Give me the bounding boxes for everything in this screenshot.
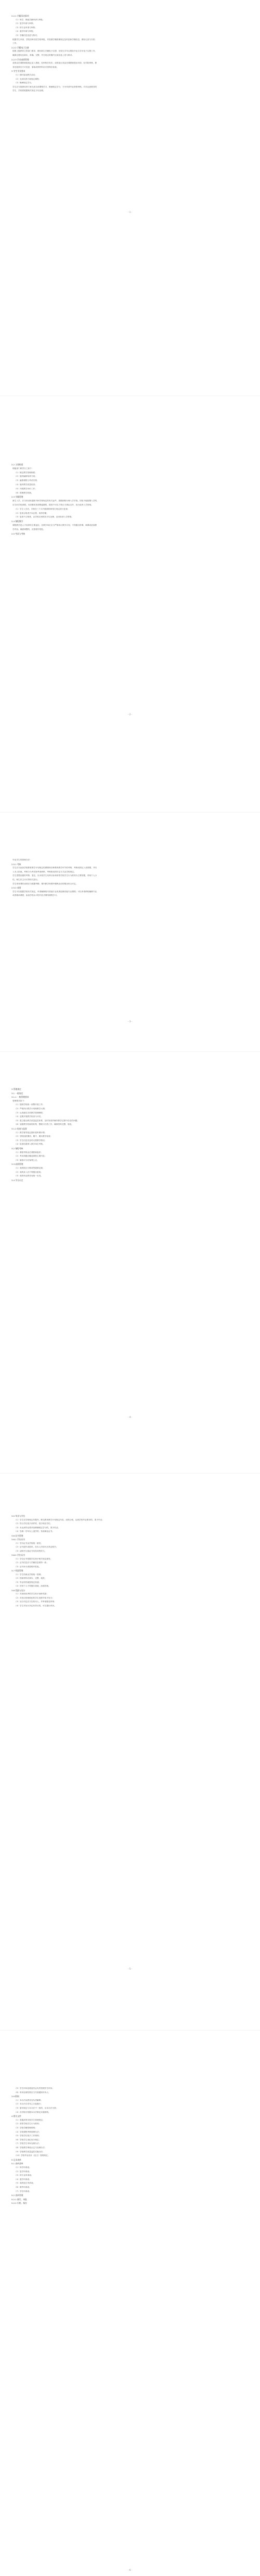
- text-line: （2）成绩录入后不得擅自更改；: [15, 1171, 43, 1173]
- section-heading: 2.2.3 学业成绩管理: [11, 58, 29, 61]
- text-line: （2）本办法自发布之日起施行；: [15, 2103, 43, 2105]
- text-line: 成绩由任课教师按规定录入系统，经审核后发布；成绩更正须由任课教师提出申请，经学院审核、教: [12, 62, 97, 65]
- text-line: （4）组织教学质量检查；: [15, 484, 37, 486]
- text-line: （3）转专业申请与审核；: [15, 26, 37, 29]
- section-heading: 3.9 附则: [11, 2095, 19, 2098]
- section-heading: 5 记录表单: [11, 2158, 21, 2161]
- text-line: （3）转专业申请表；: [15, 2174, 33, 2177]
- text-line: （3）毕业时档案按规定转递；: [15, 1581, 41, 1583]
- section-heading: 5.2 表单管理: [11, 2194, 23, 2197]
- section-heading: 3.1.2 检查与监督: [11, 1127, 27, 1130]
- text-line: （2）证书信息应与学籍信息保持一致；: [15, 1562, 49, 1564]
- text-line: 按照上级教育主管部门要求，做好新生学籍电子注册、在校生学年注册及毕业生学历电子注册工作，: [12, 50, 97, 53]
- text-line: （2）组织编制培养方案；: [15, 475, 37, 478]
- text-line: （4）检查结果纳入教学单位考核。: [15, 1143, 45, 1146]
- text-line: （3）原有规定与本办法不一致的，以本办法为准；: [15, 2107, 58, 2109]
- text-line: （1）对表现优秀的学生给予表彰奖励；: [15, 1593, 49, 1595]
- text-line: 确保注册信息真实、准确、完整，并在规定时限内完成信息上报与核对。: [12, 54, 74, 56]
- text-line: 学生体育课的成绩应当根据考勤、课内教学和课外锻炼活动的情况综合评定。: [12, 882, 78, 885]
- text-line: （2）复学申请与审核；: [15, 22, 35, 25]
- section-heading: 2.5 考试与考核: [11, 532, 25, 535]
- section-heading: 3.3 成绩管理: [11, 1163, 23, 1166]
- text-line: （1）学生入学后，学校在三个月内按照国家招生规定进行复查；: [15, 507, 70, 510]
- text-line: 应当向学校请假。未请假或者请假逾期的，除因不可抗力等正当事由以外，视为放弃入学资格。: [12, 504, 93, 506]
- text-line: （3）学校学籍管理细则；: [15, 2127, 37, 2129]
- text-line: （2）复学申请表；: [15, 2170, 31, 2173]
- page-number: - 1 -: [128, 211, 132, 213]
- text-line: 学生应当参加学校教育教学计划规定的课程和各种教育教学环节的考核，考核成绩记入成绩册，并归: [12, 867, 97, 869]
- text-line: 工作。: [12, 42, 19, 45]
- page-number: - 5 -: [128, 1968, 132, 1970]
- page-number: - 3 -: [128, 1020, 132, 1023]
- text-line: （8）学校教学事故认定与处理办法；: [15, 2147, 47, 2149]
- section-heading: 3.1 一般规定: [11, 1092, 23, 1095]
- text-line: （1）休学、保留学籍申请与审批；: [15, 18, 45, 21]
- section-heading: 5.1 表单清单: [11, 2162, 23, 2165]
- text-line: （2）对违反校规校纪的学生视情节给予处分；: [15, 1596, 55, 1599]
- text-line: （1）休学申请表；: [15, 2166, 31, 2168]
- section-heading: 2.2 主要职责: [11, 463, 23, 466]
- text-line: （4）定期开展教学检查与评估。: [15, 1115, 43, 1118]
- section-heading: 2.5.2 成绩: [11, 886, 21, 890]
- section-heading: 3.7 档案管理: [11, 1569, 23, 1572]
- text-line: （2）复查合格者予以注册，取得学籍；: [15, 512, 49, 514]
- text-line: （3）编排课程与考试安排；: [15, 479, 39, 482]
- text-line: （5）开展教学评价工作；: [15, 487, 37, 490]
- section-heading: 2.4 课程教学: [11, 520, 23, 523]
- text-line: （4）学校课程考核管理办法；: [15, 2130, 41, 2133]
- text-line: （2）证书遗失或损坏，经本人申请可出具证明书；: [15, 1546, 58, 1548]
- text-line: （5）学籍信息变更与核对。: [15, 34, 39, 36]
- text-line: （1）学生档案由学校统一管理；: [15, 1573, 43, 1576]
- text-line: （4）各学院可依据本办法制定实施细则。: [15, 2111, 50, 2113]
- text-line: （3）修满规定学分。: [15, 82, 33, 84]
- page-number: - 6 -: [128, 2569, 132, 2571]
- section-heading: 2.3 学籍管理: [11, 496, 23, 499]
- section-heading: 3.8 奖励与处分: [11, 1589, 25, 1592]
- text-line: （1）课程考核由任课教师组织；: [15, 1151, 43, 1153]
- page-break: [0, 812, 260, 813]
- text-line: （4）退学申请表；: [15, 2178, 31, 2180]
- text-line: 务处批准后方可变更，原始成绩材料应妥善保存备查。: [12, 66, 59, 68]
- text-line: 学生应当按照培养方案完成全部课程学习，修满规定学分，方可申请毕业资格审核。对未达到要求的: [12, 85, 97, 88]
- section-heading: 2.5.1 考核: [11, 862, 21, 866]
- text-line: （1）按照学校统一部署开展工作；: [15, 1103, 45, 1106]
- text-line: （1）普通高等学校学生管理规定；: [15, 2118, 45, 2121]
- text-line: （4）学满一学年以上退学的，发给肄业证书。: [15, 1530, 55, 1532]
- section-heading: 3.5 毕业与学位: [11, 1515, 25, 1517]
- text-line: 入本人档案。考核分为考试和考查两种，考核和成绩评定方式由学校规定。: [12, 870, 76, 873]
- text-line: （5）学生申诉处理委员会负责受理学生申诉；: [15, 2087, 55, 2089]
- text-line: （6）申诉处理结果应当书面通知申诉人；: [15, 2091, 50, 2093]
- text-line: （3）学生信息员及时反馈教学情况；: [15, 1139, 47, 1141]
- text-line: （1）制定教学管理制度；: [15, 471, 37, 474]
- text-line: （1）按时参加教学活动；: [15, 74, 37, 76]
- page-break: [0, 1473, 260, 1474]
- section-heading: 3 学生学业要求: [11, 70, 25, 73]
- text-line: （1）本办法由教务处负责解释；: [15, 2099, 43, 2101]
- text-line: （2）高等学校学生行为准则；: [15, 2123, 41, 2125]
- section-heading: 3.2 课程考核: [11, 1147, 23, 1150]
- text-line: （3）阅卷评分应客观公正。: [15, 1159, 39, 1161]
- section-heading: 2.2.1 学籍异动事项: [11, 15, 29, 17]
- text-line: （2）学院组织期初、期中、期末教学检查；: [15, 1135, 53, 1138]
- text-line: （3）证明书与原证书具有同等效力。: [15, 1550, 47, 1552]
- section-heading: 3.6.2 学位证书: [11, 1554, 25, 1556]
- text-line: （2）完成培养方案规定课程；: [15, 78, 41, 80]
- section-heading: 5.2.2 归档、保存: [11, 2202, 27, 2205]
- section-heading: 3.6 证书管理: [11, 1534, 23, 1537]
- section-heading: 3.6.1 学历证书: [11, 1538, 25, 1541]
- text-line: （1）教学督导组定期开展听课评课；: [15, 1131, 47, 1134]
- section-heading: 5.2.1 填写、审批: [11, 2198, 27, 2201]
- text-line: （3）证书补办须按程序报批。: [15, 1565, 41, 1568]
- text-line: （5）成绩更正申请表；: [15, 2182, 35, 2185]
- text-line: 学生，学校将根据相关规定予以处理。: [12, 90, 45, 92]
- text-line: （1）学生在学校规定年限内，修完教育教学计划规定内容，成绩合格，达到学校毕业要求的，准予毕业；: [15, 1518, 104, 1521]
- text-line: （3）未达到毕业要求但修满规定学分的，准予结业；: [15, 1526, 60, 1529]
- text-line: （1）学历证书由学校统一颁发；: [15, 1542, 43, 1544]
- section-heading: 3.4 学分认定: [11, 1178, 23, 1182]
- text-line: （2）档案材料应真实、完整、规范；: [15, 1577, 47, 1579]
- text-line: （4）退学申请与审批；: [15, 30, 35, 33]
- text-line: （10）学校毕业设计（论文）管理规定。: [15, 2154, 50, 2157]
- text-line: （6）缓考申请表；: [15, 2186, 31, 2188]
- text-line: （6）加强教学档案的收集、整理与归档工作，确保资料完整、规范。: [15, 1123, 73, 1126]
- text-line: 学内容。确需调整的，应按程序报批。: [12, 528, 45, 530]
- section-heading: 4 相关文件: [11, 2115, 21, 2118]
- text-line: 学生可以根据学校有关规定，申请辅修校内其他专业或者选修其他专业课程；可以申请跨校辅修专业: [12, 890, 97, 893]
- text-line: （2）严格执行教学计划和教学大纲；: [15, 1108, 47, 1110]
- text-line: （7）学位申请表；: [15, 2190, 31, 2192]
- page-number: - 2 -: [128, 713, 132, 716]
- text-line: （7）学校学生申诉处理办法；: [15, 2142, 41, 2145]
- text-line: （5）建立健全教学质量监控体系，及时发现并解决教学过程中存在的问题；: [15, 1119, 80, 1122]
- section-heading: 3.1.1 一般管理要求: [11, 1096, 29, 1099]
- text-line: （3）认真落实各项教学管理制度；: [15, 1111, 45, 1114]
- text-line: （6）学校学生违纪处分规定；: [15, 2138, 41, 2141]
- page-break: [0, 1051, 260, 1052]
- text-line: （2）考试命题应覆盖课程主要内容；: [15, 1155, 47, 1158]
- text-line: 学生思想品德的考核、鉴定，以本校学生培养目标和高等学校学生行为准则为主要依据，采取个人小: [12, 874, 97, 877]
- text-line: （5）学校学位授予工作细则；: [15, 2135, 41, 2137]
- text-line: 或者修读课程，参加学校认可的开放式网络课程学习。: [12, 894, 59, 897]
- page-break: [0, 2030, 260, 2031]
- section-heading: 3 管理规定: [11, 1088, 21, 1090]
- text-line: （1）成绩按百分制或等级制记载；: [15, 1167, 45, 1169]
- text-line: （9）学校教学质量监控实施办法；: [15, 2150, 45, 2153]
- text-line: （1）学位证书依据学位授予相关规定颁发；: [15, 1557, 53, 1560]
- text-line: （6）管理教学档案。: [15, 491, 33, 494]
- text-line: （4）学生对处分决定有异议的，可以提出申诉。: [15, 1604, 56, 1607]
- text-line: 毕业学生的管理办法：: [12, 859, 32, 861]
- text-line: 课程教学是人才培养的主要途径，各教学单位应当严格执行教学计划，不得擅自停课、调课或更改教: [12, 524, 97, 526]
- text-line: 管理要求如下：: [12, 1099, 26, 1102]
- text-line: （3）处分决定应当告知本人，并听取陈述申辩；: [15, 1601, 56, 1603]
- section-heading: 2.2.2 学籍电子注册: [11, 46, 29, 49]
- text-line: （3）复查不合格者，由学校区别情况予以处理，直至取消入学资格。: [15, 516, 73, 518]
- page-number: - 4 -: [128, 1416, 132, 1418]
- text-line: 职能部门职责分工如下：: [12, 467, 34, 469]
- text-line: 根据学生申请，学院初审后报学校审批，并按照学籍管理规定及时更新学籍信息，做好记录与归档: [12, 38, 95, 41]
- text-line: （2）符合学位授予条件的，授予相应学位；: [15, 1522, 53, 1525]
- text-line: （3）成绩单由教务处统一出具。: [15, 1175, 43, 1177]
- text-line: 新生入学，应当持录取通知书和学校规定的有关证件，按期到校办理入学手续。因故不能按期入学的，: [12, 500, 99, 502]
- text-line: （4）任何个人不得擅自查阅、涂改档案。: [15, 1585, 50, 1587]
- text-line: 结，师生民主评议等形式进行。: [12, 879, 40, 881]
